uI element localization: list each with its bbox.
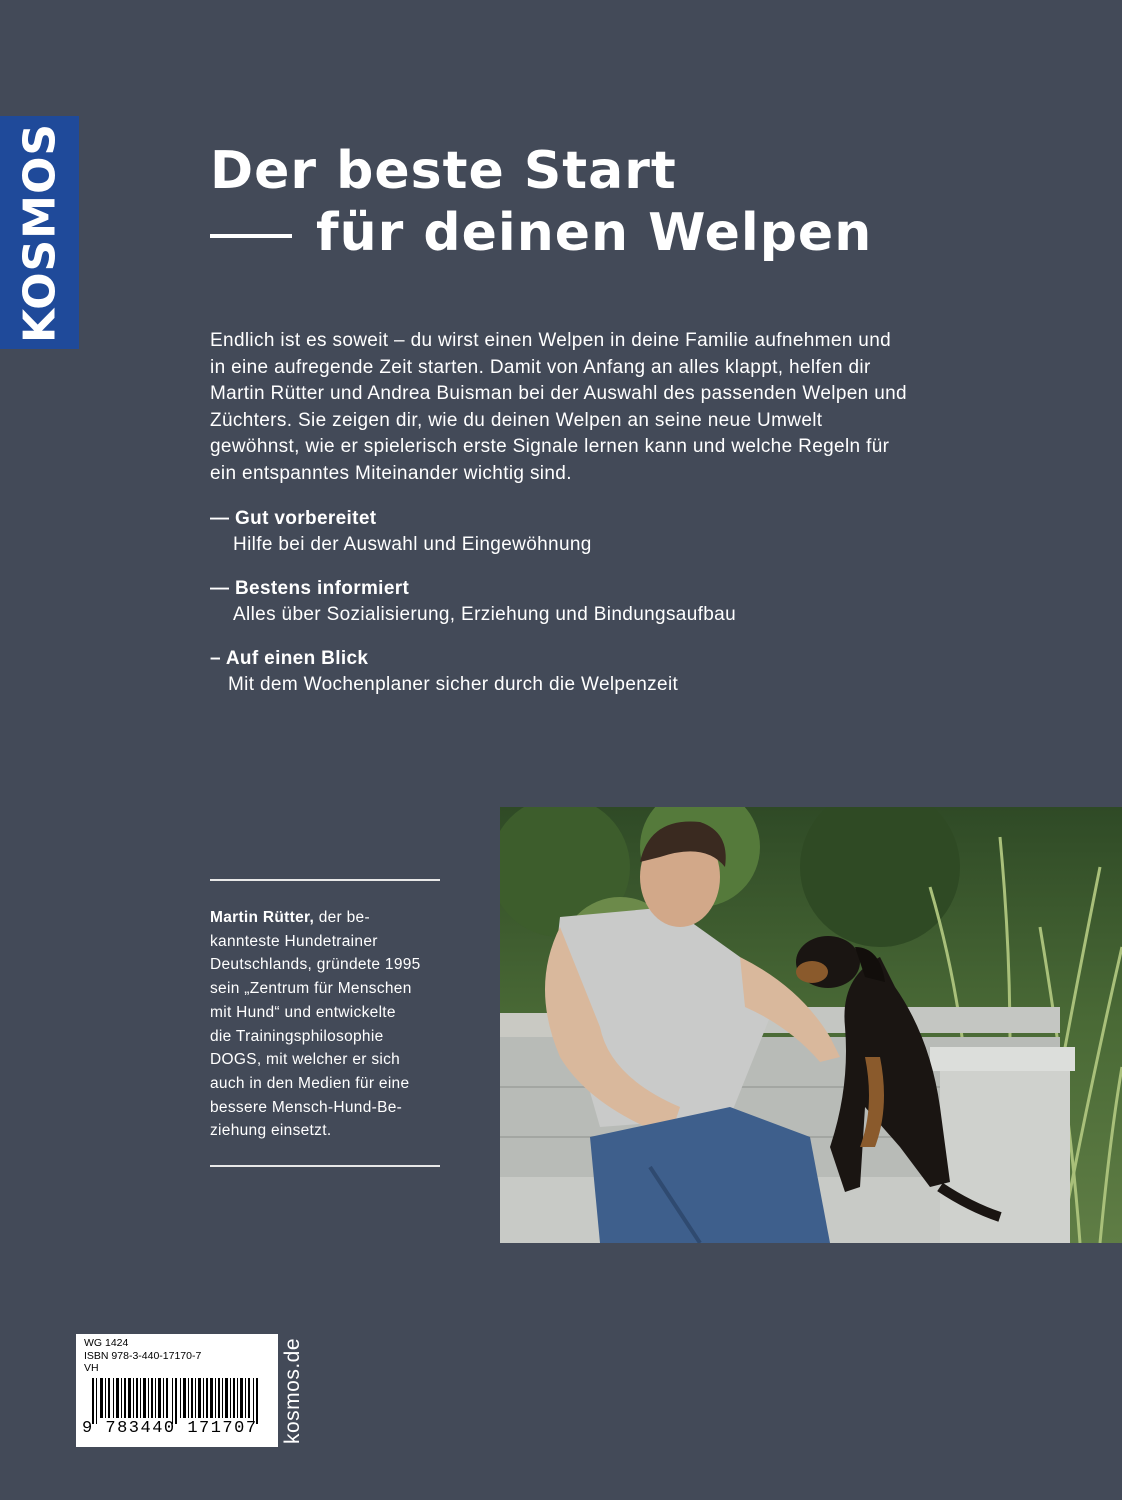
feature-title: — Gut vorbereitet xyxy=(210,508,377,529)
bio-line: der be- xyxy=(318,909,370,926)
isbn-barcode-label xyxy=(76,1334,278,1447)
bio-line: ziehung einsetzt. xyxy=(210,1122,332,1140)
product-code: VH xyxy=(84,1362,99,1374)
bio-line: mit Hund“ und entwickelte xyxy=(210,1003,396,1021)
product-meta xyxy=(84,1337,201,1375)
barcode-digits: 9 783440 171707 xyxy=(82,1419,258,1438)
feature-list xyxy=(210,506,736,716)
product-group-code: WG 1424 xyxy=(84,1337,129,1349)
feature-title: — Bestens informiert xyxy=(210,578,410,599)
headline-line-2: für deinen Welpen xyxy=(316,203,873,263)
barcode-icon xyxy=(82,1378,272,1424)
headline-line-1: Der beste Start xyxy=(210,141,677,201)
bio-line: DOGS, mit welcher er sich xyxy=(210,1051,401,1069)
feature-item xyxy=(210,576,736,628)
kosmos-logo-text: KOSMOS xyxy=(14,122,65,343)
headline-dash xyxy=(210,234,292,238)
isbn-number: ISBN 978-3-440-17170-7 xyxy=(84,1349,202,1362)
feature-description: Mit dem Wochenplaner sicher durch die Welpenzeit xyxy=(228,674,679,695)
intro-paragraph: Endlich ist es soweit – du wirst einen Welpen in deine Familie aufnehmen und in eine aufregende Zeit starten. Damit von Anfang an alles klappt, helfen dir Martin Rütter und Andrea Buisman bei der Auswahl des passenden Welpen und Züchters. Sie zeigen dir, wie du deinen Welpen an seine neue Umwelt gewöhnst, wie er spielerisch erste Signale lernen kann und welche Regeln für ein entspanntes Miteinander wichtig sind. xyxy=(210,330,907,484)
author-with-puppy-photo xyxy=(500,807,1122,1243)
feature-title: – Auf einen Blick xyxy=(210,648,369,669)
bio-line: kannteste Hundetrainer xyxy=(210,932,378,950)
feature-description: Alles über Sozialisierung, Erziehung und Bindungsaufbau xyxy=(233,604,737,625)
kosmos-logo xyxy=(0,116,79,349)
publisher-website-text: kosmos.de xyxy=(281,1337,304,1444)
author-name: Martin Rütter, xyxy=(210,909,315,926)
headline-line-2-row xyxy=(210,202,872,264)
publisher-website xyxy=(268,1334,318,1447)
feature-description: Hilfe bei der Auswahl und Eingewöhnung xyxy=(233,534,592,555)
bio-line: Deutschlands, gründete 1995 xyxy=(210,956,421,974)
feature-item xyxy=(210,646,736,698)
bio-line: sein „Zentrum für Menschen xyxy=(210,980,412,998)
headline xyxy=(210,140,872,264)
author-top-rule xyxy=(210,879,440,881)
author-bottom-rule xyxy=(210,1165,440,1167)
author-bio xyxy=(210,906,446,1143)
bio-line: auch in den Medien für eine xyxy=(210,1074,410,1092)
bio-line: die Trainingsphilosophie xyxy=(210,1027,384,1045)
feature-item xyxy=(210,506,736,558)
bio-line: bessere Mensch-Hund-Be- xyxy=(210,1098,403,1116)
